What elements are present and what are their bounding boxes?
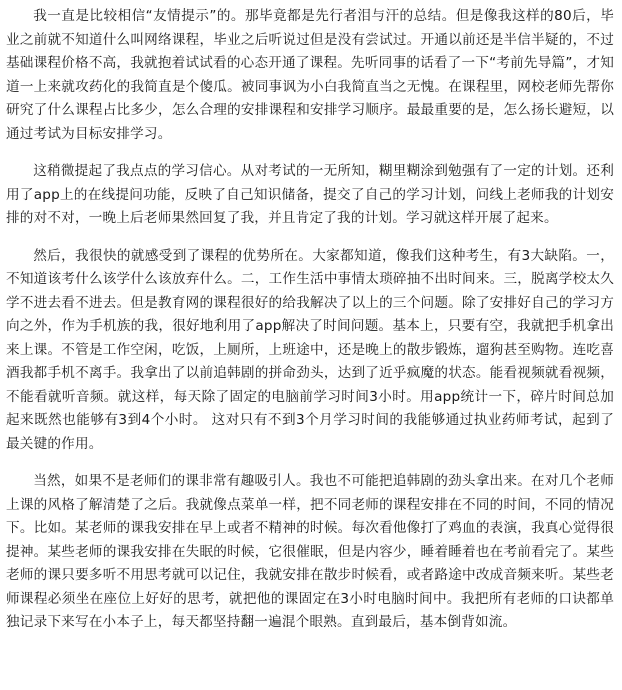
paragraph-teachers: 当然，如果不是老师们的课非常有趣吸引人。我也不可能把追韩剧的劲头拿出来。在对几个老师上课的风格了解清楚了之后。我就像点菜单一样，把不同老师的课程安排在不同的时间，不同的情况下。比如。某老师的课我安排在早上或者不精神的时候。每次看他像打了鸡血的表演，我真心觉得很提神。某些老师的课我安排在失眠的时候，它很催眠，但是内容少，睡着睡着也在考前看完了。某些老师的课只要多听不用思考就可以记住，我就安排在散步时候看，或者路途中改成音频来听。某些老师课程必须坐在座位上好好的思考，就把他的课固定在3小时电脑时间中。我把所有老师的口诀都单独记录下来写在小本子上，每天都坚持翻一遍混个眼熟。直到最后，基本倒背如流。 [6, 473, 614, 630]
paragraph-intro: 我一直是比较相信“友情提示”的。那毕竟都是先行者泪与汗的总结。但是像我这样的80后，毕业之前就不知道什么叫网络课程，毕业之后听说过但是没有尝试过。开通以前还是半信半疑的，不过基础课程价格不高，我就抱着试试看的心态开通了课程。先听同事的话看了一下“考前先导篇”，才知道一上来就攻药化的我简直是个傻瓜。被同事讽为小白我简直当之无愧。在课程里，网校老师先帮你研究了什么课程占比多少，怎么合理的安排课程和安排学习顺序。最最重要的是，怎么扬长避短，以通过考试为目标安排学习。 [6, 8, 614, 142]
paragraph-confidence: 这稍微提起了我点点的学习信心。从对考试的一无所知，糊里糊涂到勉强有了一定的计划。还利用了app上的在线提问功能，反映了自己知识储备，提交了自己的学习计划，问线上老师我的计划安排的对不对，一晚上后老师果然回复了我，并且肯定了我的计划。学习就这样开展了起来。 [6, 163, 614, 226]
article-body [6, 5, 614, 635]
paragraph-course-advantages: 然后，我很快的就感受到了课程的优势所在。大家都知道，像我们这种考生，有3大缺陷。一，不知道该考什么该学什么该放弃什么。二，工作生活中事情太琐碎抽不出时间来。三，脱离学校太久学不进去看不进去。但是教育网的课程很好的给我解决了以上的三个问题。除了安排好自己的学习方向之外，作为手机族的我，很好地利用了app解决了时间问题。基本上，只要有空，我就把手机拿出来上课。不管是工作空闲，吃饭，上厕所，上班途中，还是晚上的散步锻炼，遛狗甚至购物。连吃喜酒我都手机不离手。我拿出了以前追韩剧的拼命劲头，达到了近乎疯魔的状态。能看视频就看视频，不能看就听音频。就这样，每天除了固定的电脑前学习时间3小时。用app统计一下，碎片时间总加起来既然也能够有3到4个小时。 这对只有不到3个月学习时间的我能够通过执业药师考试，起到了最关键的作用。 [6, 247, 614, 452]
